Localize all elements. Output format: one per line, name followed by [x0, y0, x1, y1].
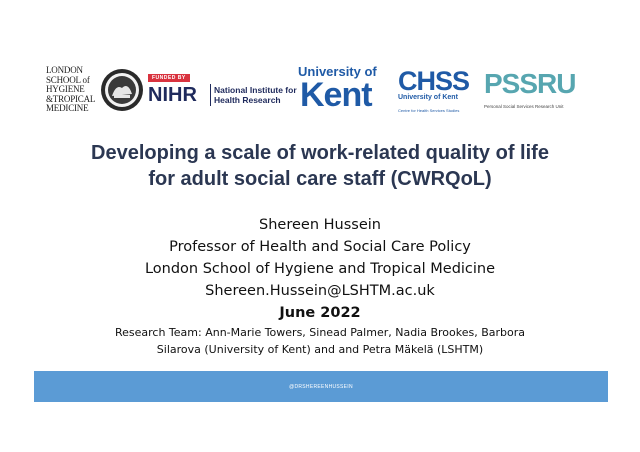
presenter-role: Professor of Health and Social Care Policy	[169, 239, 471, 255]
presenter-email: Shereen.Hussein@LSHTM.ac.uk	[205, 283, 435, 299]
title-line-2: for adult social care staff (CWRQoL)	[148, 168, 492, 190]
nihr-funded-label: FUNDED BY	[148, 74, 190, 82]
nihr-divider	[210, 84, 211, 106]
footer-social-handle: @DRSHEREENHUSSEIN	[289, 384, 353, 390]
lshtm-line: MEDICINE	[46, 103, 89, 113]
pssru-logo	[484, 68, 584, 114]
nihr-wordmark: NIHR	[148, 84, 197, 106]
research-team-line-1: Research Team: Ann-Marie Towers, Sinead Palmer, Nadia Brookes, Barbora	[114, 326, 526, 339]
slide-title	[40, 140, 600, 192]
chss-tagline: Centre for Health Services Studies	[398, 108, 460, 113]
chss-logo	[398, 66, 480, 118]
chss-wordmark: CHSS	[398, 66, 470, 96]
lshtm-logo	[46, 66, 142, 118]
lshtm-seal-icon	[100, 68, 144, 112]
pssru-subtitle: Personal Social Services Research Unit	[484, 104, 564, 109]
footer-bar	[34, 371, 608, 402]
title-line-1: Developing a scale of work-related quality of life	[91, 142, 549, 164]
kent-top-text: University of	[298, 64, 377, 79]
lshtm-line: LONDON	[46, 65, 83, 75]
lshtm-wordmark	[46, 66, 95, 114]
nihr-logo	[148, 74, 296, 114]
research-team-line-2: Silarova (University of Kent) and and Petra Mäkelä (LSHTM)	[156, 343, 484, 356]
logo-row	[0, 62, 640, 124]
nihr-fullname: National Institute for Health Research	[214, 85, 297, 105]
kent-wordmark: Kent	[300, 76, 372, 114]
university-of-kent-logo	[298, 64, 390, 120]
presenter-org: London School of Hygiene and Tropical Medicine	[144, 261, 496, 277]
chss-subtitle: University of Kent	[398, 94, 458, 101]
lshtm-line: SCHOOL of	[46, 74, 90, 85]
presentation-date: June 2022	[279, 305, 361, 321]
pssru-wordmark: PSSRU	[484, 68, 576, 99]
lshtm-line: HYGIENE	[46, 84, 85, 94]
lshtm-line: &TROPICAL	[46, 93, 96, 104]
presenter-block	[40, 214, 600, 358]
presenter-name: Shereen Hussein	[259, 217, 381, 233]
